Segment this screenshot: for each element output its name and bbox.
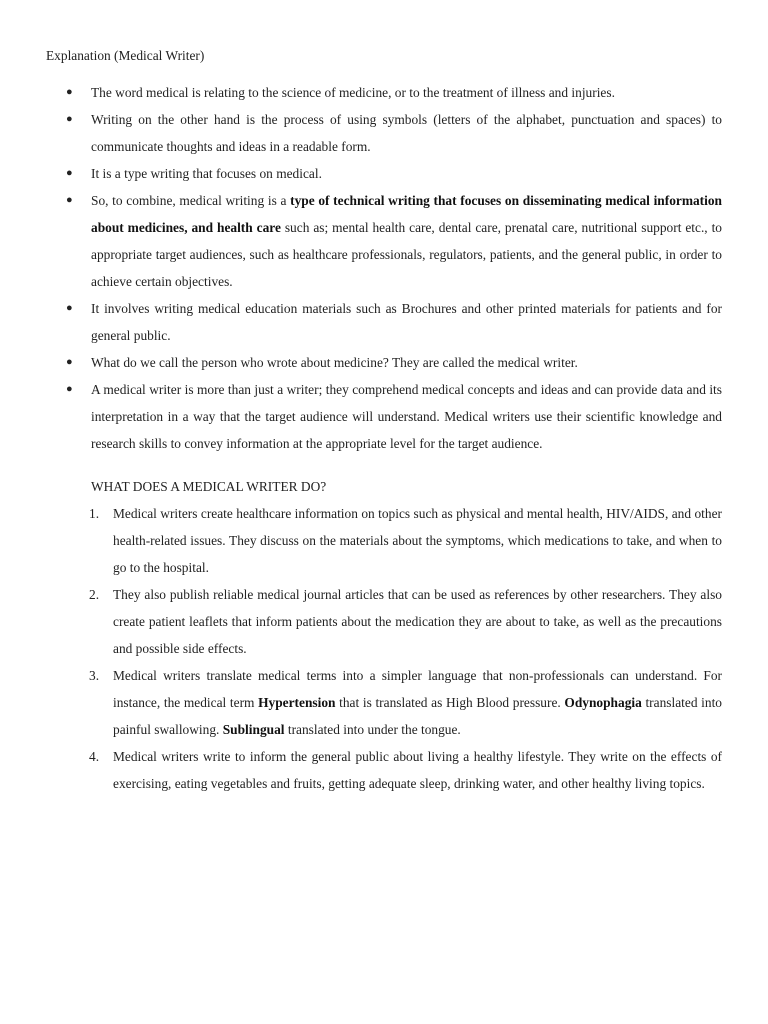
bold-text: Hypertension [258,695,336,710]
bold-text: type of technical writing that focuses on disseminating medical information about medicines, and health care [91,193,723,235]
text-run: It involves writing medical education materials such as Brochures and other printed materials for patients and for general public. [91,301,722,343]
bold-text: Sublingual [222,722,285,737]
bold-text: Odynophagia [564,695,642,710]
bullet-dot-icon: ● [66,167,73,179]
bullet-item [46,376,722,457]
bullet-dot-icon: ● [66,383,73,395]
numbered-item [46,662,722,743]
bullet-item [46,160,722,187]
text-run: So, to combine, medical writing is a [91,193,291,208]
numbered-list [46,500,722,797]
text-run: translated into under the tongue. [284,722,461,737]
text-run: Writing on the other hand is the process of using symbols (letters of the alphabet, punctuation and spaces) to communicate thoughts and ideas in a readable form. [91,112,722,154]
document-title: Explanation (Medical Writer) [46,48,205,63]
bullet-dot-icon: ● [66,302,73,314]
bullet-item [46,349,722,376]
bullet-dot-icon: ● [66,113,73,125]
text-run: Medical writers create healthcare information on topics such as physical and mental health, HIV/AIDS, and other health-related issues. They discuss on the materials about the symptoms, which medications to take, and when to go to the hospital. [113,506,722,575]
text-run: that is translated as High Blood pressure. [335,695,565,710]
bullet-dot-icon: ● [66,86,73,98]
text-run: translated into painful swallowing. [113,695,722,737]
numbered-item [46,743,722,797]
bullet-list [46,79,722,457]
item-number: 1. [89,506,100,521]
text-run: They also publish reliable medical journal articles that can be used as references by other researchers. They also create patient leaflets that inform patients about the medication they are about to take, as well as the precautions and possible side effects. [113,587,722,656]
text-run: What do we call the person who wrote about medicine? They are called the medical writer. [91,355,578,370]
bullet-item [46,187,722,295]
text-run: Medical writers translate medical terms into a simpler language that non-professionals can understand. For instance, the medical term [113,668,722,710]
item-number: 4. [89,749,100,764]
numbered-item [46,500,722,581]
item-number: 3. [89,668,100,683]
text-run: It is a type writing that focuses on medical. [91,166,322,181]
text-run: A medical writer is more than just a writer; they comprehend medical concepts and ideas and can provide data and its interpretation in a way that the target audience will understand. Medical writers use their scientific knowledge and research skills to convey information at the appropriate level for the target audience. [91,382,722,451]
text-run: The word medical is relating to the science of medicine, or to the treatment of illness and injuries. [91,85,615,100]
numbered-item [46,581,722,662]
bullet-item [46,106,722,160]
text-run: Medical writers write to inform the general public about living a healthy lifestyle. They write on the effects of exercising, eating vegetables and fruits, getting adequate sleep, drinking water, and other healthy living topics. [113,749,722,791]
text-run: such as; mental health care, dental care, prenatal care, nutritional support etc., to appropriate target audiences, such as healthcare professionals, regulators, patients, and the general public, in order to achieve certain objectives. [91,220,722,289]
bullet-item [46,79,722,106]
section-heading: WHAT DOES A MEDICAL WRITER DO? [91,479,327,494]
bullet-dot-icon: ● [66,356,73,368]
item-number: 2. [89,587,100,602]
bullet-dot-icon: ● [66,194,73,206]
bullet-item [46,295,722,349]
